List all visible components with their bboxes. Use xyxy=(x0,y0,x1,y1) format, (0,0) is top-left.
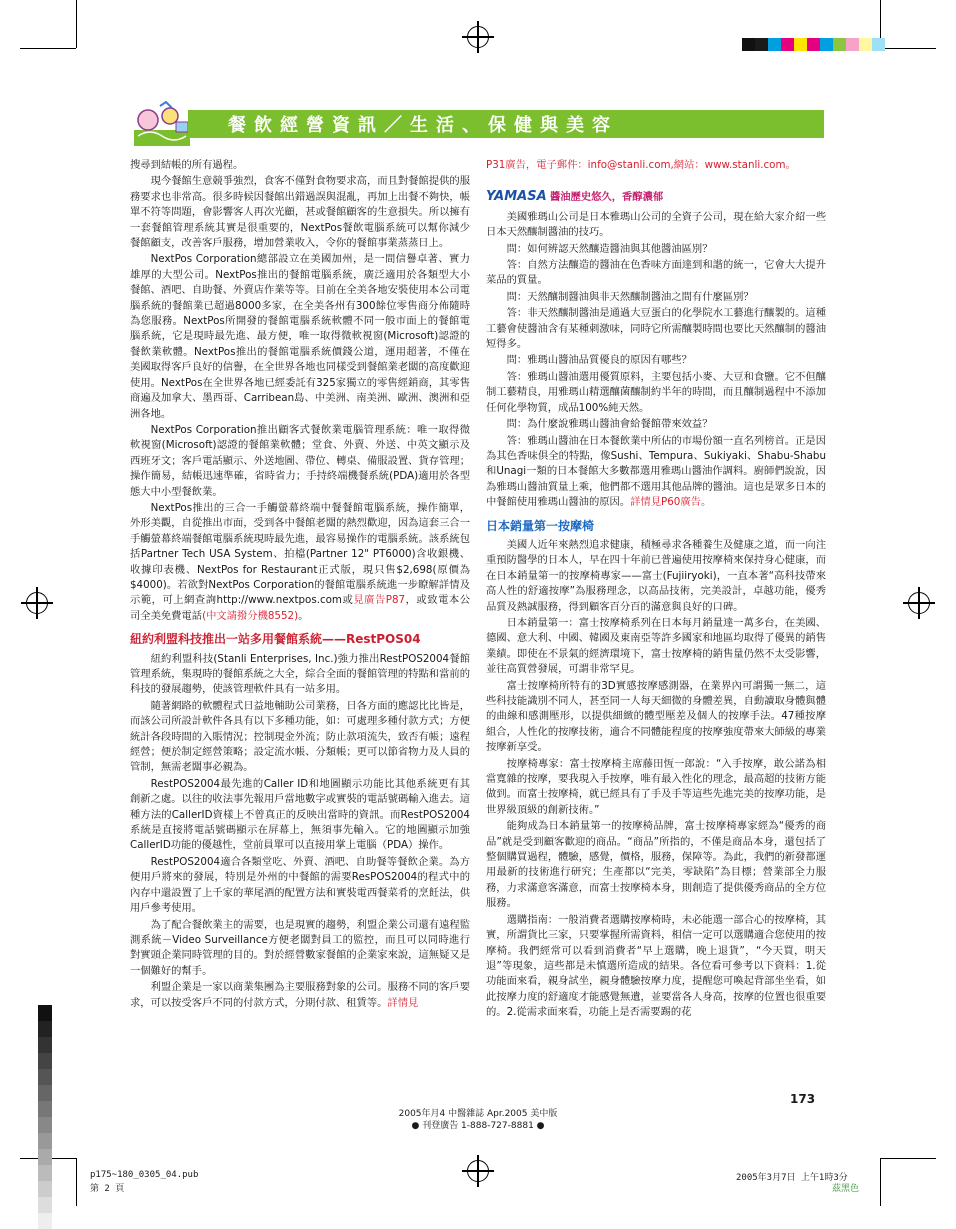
paragraph-text: 利盟企業是一家以商業集團為主要服務對象的公司。服務不同的客戶要求，可以按受客戶不同的付款方式，分期付款、租賃等。 xyxy=(130,981,470,1009)
section-header xyxy=(130,100,824,150)
paragraph: RestPOS2004最先進的Caller ID和地圖顯示功能比其他系統更有其創新之處。以往的收法事先報用戶當地數字或實裝的電話號碼輸入進去。這種方法的CallerID資樣上不曾真正的反映出當時的資訊。而RestPOS2004系統是直接將電話號碼顯示在屏幕上，無須事先輸入。它的地圖顯示加強CallerID功能的優越性，堂前員單可以直接用掌上電腦（PDA）操作。 xyxy=(130,777,470,852)
answer: 答：自然方法釀造的醬油在色香味方面達到和諧的統一，它會大大提升菜品的質量。 xyxy=(486,259,826,287)
article-heading: 日本銷量第一按摩椅 xyxy=(486,518,595,533)
paragraph-text: 。 xyxy=(298,609,309,622)
crop-mark xyxy=(76,0,77,48)
paragraph: 搜尋到結帳的所有過程。 xyxy=(130,159,244,171)
footer-ad-phone: ● 刊登廣告 1-888-727-8881 ● xyxy=(411,1121,545,1131)
question: 問：天然釀制醬油與非天然釀制醬油之間有什麼區別？ xyxy=(506,290,754,303)
answer: 答：非天然釀制醬油是通過大豆蛋白的化學院水工藝進行釀製的。這種工藝會使醬油含有某種刺激味，同時它所需釀製時間也要比天然釀制的醬油短得多。 xyxy=(486,307,826,351)
crop-mark xyxy=(880,1158,881,1206)
article-subtitle: 醬油歷史悠久，香醇濃郁 xyxy=(549,191,664,204)
left-column xyxy=(130,158,470,1012)
slug-plate: 茲黑色 xyxy=(832,1184,860,1194)
paragraph xyxy=(130,501,470,624)
paragraph: 美國人近年來熱烈追求健康，積極尋求各種養生及健康之道，而一向注重預防醫學的日本人，早在四十年前已普遍使用按摩椅來保持身心健康，而在日本銷量第一的按摩椅專家——富士(Fujiiryoki)，一直本著“高科技帶來高人性的舒適按摩”為服務理念，以高品技術，完美設計，卓越功能，優秀品質及熱誠服務，得到顧客百分百的滿意與良好的口碑。 xyxy=(486,538,826,613)
answer xyxy=(486,434,826,511)
ad-reference: 見廣告P87 xyxy=(353,594,406,607)
question: 問：雅瑪山醬油品質優良的原因有哪些？ xyxy=(506,354,692,367)
paragraph-text: NextPos推出的三合一手觸螢幕終端中餐餐館電腦系統，操作簡單，外形美觀，自從推出市面，受到各中餐館老闆的熱烈歡迎，因為這套三合一手觸螢幕終端餐館電腦系統現時最先進，最容易操作的電腦系統。該系統包括Partner Tech USA System、拍檔(Partner 12" PT6000)含收銀機、收據印表機、NextPos for Restaurant正式版，現只售$2,698(原價為$4000)。若欲對NextPos Corporation的餐館電腦系統進一步瞭解詳情及示範，可上網查詢http://www.nextpos.com或 xyxy=(130,501,470,607)
right-column xyxy=(486,158,826,1022)
kitchen-illustration-icon xyxy=(130,100,194,150)
crop-mark xyxy=(20,48,76,49)
crop-mark xyxy=(880,48,936,49)
paragraph: NextPos Corporation推出顧客式餐飲業電腦管理系統：唯一取得微軟視窗(Microsoft)認證的餐館業軟體；堂食、外賣、外送、中英文顯示及西班牙文；客戶電話顯示、外送地圖、帶位、轉桌、備服設置、貨存管理；操作簡易，結帳迅速準確，省時省力；手持終端機餐系統(PDA)適用於各型態大中小型餐飲業。 xyxy=(130,423,470,498)
footer-publication: 2005年月4 中醫雜誌 Apr.2005 美中版 xyxy=(398,1109,558,1119)
paragraph: 按摩椅專家：富士按摩椅主席藤田恆一郎說：“入手按摩，敢公諾為相當寬雜的按摩，要我現入手按摩，唯有最入性化的理念，最高超的技術方能做到。而富士按摩椅，就已經具有了手及手等這些先進完美的按摩功能，是世界級頂級的創新技術。” xyxy=(486,757,826,816)
paragraph xyxy=(130,980,470,1011)
question: 問：為什麼說雅瑪山醬油會給餐館帶來效益？ xyxy=(506,418,713,431)
paragraph: RestPOS2004適合各類堂吃、外賣、酒吧、自助餐等餐飲企業。為方便用戶將來的發展，特別是外州的中餐館的需要ResPOS2004的程式中的內存中還設置了上千家的華尾酒的配置方法和實裝電西餐菜肴的烹飪法，供用戶參考使用。 xyxy=(130,855,470,915)
paragraph: 選購指南：一般消費者選購按摩椅時，未必能選一部合心的按摩椅，其實，所謂貨比三家，只要掌握所需資料，相信一定可以選購適合您使用的按摩椅。我們經常可以看到消費者“早上選購，晚上退貨”，“今天買，明天退”等現象，這些都是未慎選所造成的結果。各位看可參考以下資料：1.從功能面來看，親身試坐，親身體驗按摩力度，提醒您可喚起背部坐坐看，如此按摩力度的舒適度才能感覺無遺，並要當各人身高，按摩的位置也很重要的。2.從需求面來看，功能上是否需要踢的花 xyxy=(486,913,826,1019)
paragraph: 紐約利盟科技(Stanli Enterprises, Inc.)強力推出RestPOS2004餐館管理系統，集現時的餐館系統之大全，綜合全面的餐館管理的特點和當前的科技的發展趨勢，使該管理軟件具有一站多用。 xyxy=(130,652,470,696)
paragraph: 隨著網路的軟體程式日益地輔助公司業務，日各方面的應認比比皆是，而該公司所設計軟件各具有以下多種功能，如：可處理多種付款方式；方便統計各段時間的入賬情況；控制現金外流；防止款項流失，致否有帳；遠程經營；便於制定經營策略；設定流水帳、分類帳；更可以節省物力及人員的管制，無需老闆事必親為。 xyxy=(130,699,470,774)
phone-extension: (中文請撥分機8552) xyxy=(202,609,299,622)
color-calibration-bar xyxy=(742,38,885,51)
registration-mark xyxy=(467,26,489,48)
ad-reference: 詳情見 xyxy=(387,996,419,1009)
crop-mark xyxy=(880,1158,936,1159)
paragraph-text: ，或致電本公司全美免費電話 xyxy=(130,594,471,622)
ad-reference: 詳情見P60廣告。 xyxy=(630,496,712,509)
paragraph: 現今餐館生意競爭強烈，食客不僅對食物要求高，而且對餐館提供的服務要求也非常高。很多時候因餐館出錯過誤與混亂，再加上出餐不夠快，帳單不符等問題，會影響客人再次光顧，甚或餐館顧客的生意損失。所以擁有一套餐館管理系統其實是很重要的，NextPos餐飲電腦系統可以幫你減少餐館顧支，改善客戶服務，增加營業收入，令你的餐館事業蒸蒸日上。 xyxy=(130,175,470,250)
question: 問：如何辨認天然釀造醬油與其他醬油區別？ xyxy=(506,242,713,255)
answer-text: 答：雅瑪山醬油在日本餐飲業中所佔的市場份額一直名列榜首。正是因為其色香味俱全的特點，像Sushi、Tempura、Sukiyaki、Shabu-Shabu和Unagi一類的日本餐館大多數都選用雅瑪山醬油作調料。廚師們說說，因為雅瑪山醬油質量上乘，他們都不選用其他品牌的醬油。這也是眾多日本的中餐館使用雅瑪山醬油的原因。 xyxy=(486,434,826,509)
answer: 答：雅瑪山醬油選用優質原料，主要包括小麥、大豆和食鹽。它不但釀制工藝精良，用雅瑪山精選釀菌釀制約半年的時間，而且釀制過程中不添加任何化學物質，成品100%純天然。 xyxy=(486,370,826,414)
slug-filename: p175~180_0305_04.pub xyxy=(90,1170,199,1180)
slug-date: 2005年3月7日 上午1時3分 xyxy=(736,1173,848,1183)
section-title: 餐飲經營資訊／生活、保健與美容 xyxy=(228,115,618,136)
paragraph: 日本銷量第一：富士按摩椅系列在日本每月銷量達一萬多台，在美國、德國、意大利、中國、韓國及東南亞等許多國家和地區均取得了優異的銷售業績。即使在不景氣的經濟環境下，富士按摩椅的銷售量仍然不太受影響，並往高質營發展，可謂非常罕見。 xyxy=(486,616,826,676)
registration-mark xyxy=(467,1160,489,1182)
paragraph: 美國雅瑪山公司是日本雅瑪山公司的全資子公司，現在給大家介紹一些日本天然釀制醬油的技巧。 xyxy=(486,210,826,239)
paragraph: 為了配合餐飲業主的需要，也是現實的趨勢，利盟企業公司還有遠程監測系統－Video Surveillance方便老闆對員工的監控，而且可以同時進行對實頭企業同時管理的目的。對於經營數家餐館的企業家來說，這無疑又是一個難好的幫手。 xyxy=(130,918,470,977)
article-heading xyxy=(486,189,826,205)
crop-mark xyxy=(76,1158,77,1206)
contact-info: P31廣告，電子郵件：info@stanli.com,網站：www.stanli.com。 xyxy=(486,159,796,171)
paragraph: NextPos Corporation總部設立在美國加州，是一間信譽卓著、實力雄厚的大型公司。NextPos推出的餐館電腦系統，廣泛適用於各類型大小餐館、酒吧、自助餐、外賣店作業等等。目前在全美各地安裝使用本公司電腦系統的餐館業已超過8000多家，在全美各州有300餘位零售商分佈隨時為您服務。NextPos所開發的餐館電腦系統軟體不同一般市面上的餐館電腦系統，它是現時最先進、最方便，唯一取得微軟視窗(Microsoft)認證的餐飲業軟體。NextPos推出的餐館電腦系統價錢公道，運用超著，不僅在美國取得客戶良好的信譽，在全世界各地也同樣受到餐館業老闆的高度歡迎使用。NextPos在全世界各地已經委託有325家獨立的零售經銷商，其零售商遍及加拿大、墨西哥、Carribean島、中美洲、南美洲、歐洲、澳洲和亞洲各地。 xyxy=(130,253,470,420)
paragraph: 富士按摩椅所特有的3D實感按摩感測器，在業界內可謂獨一無二，這些科技能識別不同人，甚至同一人每天細微的身體差異，自動讀取身體與體的曲線和感測壓形，以提供細緻的體型壓差及個人的按摩手法。47種按摩組合，人性化的按摩技術，適合不同體能程度的按摩強度帶來大師級的專業按摩新享受。 xyxy=(486,679,826,754)
page-number: 173 xyxy=(790,1092,816,1106)
header-title-bar xyxy=(188,110,824,138)
paragraph: 能夠成為日本銷量第一的按摩椅品牌，富士按摩椅專家經為“優秀的商品”就是受到顧客歡迎的商品。“商品”所指的，不僅是商品本身，還包括了整個購買過程，體驗，感覺，價格，服務，保障等。為此，我們的新發都運用最新的技術進行研究；生產都以“完美，零缺陷”為目標；營業部全力服務，力求滿意客滿意，而富士按摩椅本身，則創造了提供優秀商品的全方位服務。 xyxy=(486,820,826,910)
article-heading: 紐約利盟科技推出一站多用餐館系統——RestPOS04 xyxy=(130,632,421,647)
registration-mark xyxy=(26,592,48,614)
slug-page: 第 2 頁 xyxy=(90,1184,125,1194)
brand-logo: YAMASA xyxy=(486,189,547,205)
registration-mark xyxy=(908,592,930,614)
